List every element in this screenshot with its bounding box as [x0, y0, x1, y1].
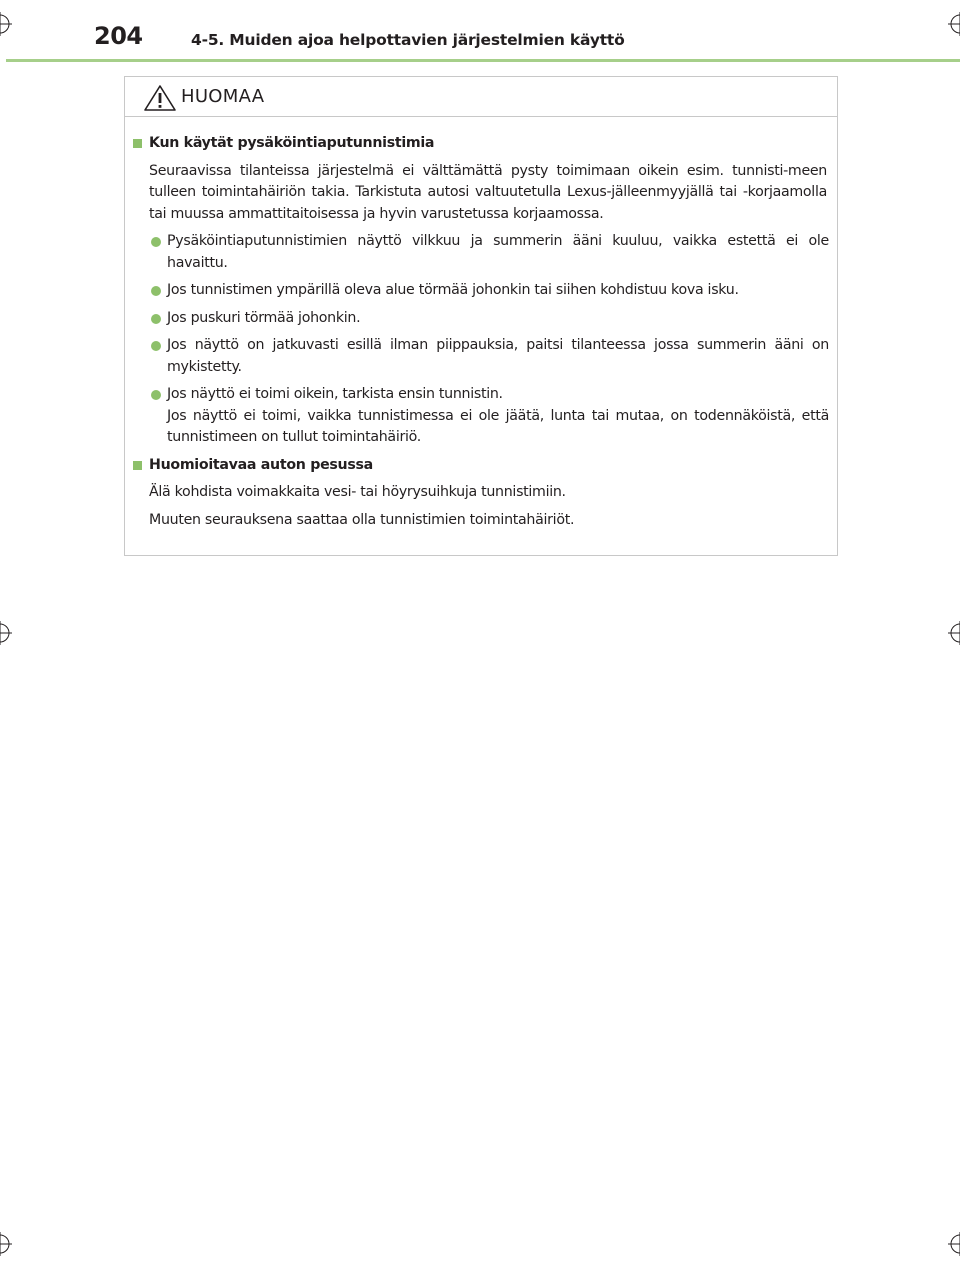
square-bullet-icon [133, 461, 142, 470]
registration-mark-icon [948, 621, 960, 645]
section-title: 4-5. Muiden ajoa helpottavien järjestelmien käyttö [191, 31, 625, 49]
list-item [125, 335, 837, 378]
list-item-text: Jos näyttö ei toimi, vaikka tunnistimessa ei ole jäätä, lunta tai mutaa, on todennäköistä, että tunnistimeen on tullut toimintahäiriö. [167, 407, 829, 445]
square-bullet-icon [133, 139, 142, 148]
list-item-text: Jos näyttö on jatkuvasti esillä ilman piippauksia, paitsi tilanteessa jossa summerin ääni on mykistetty. [167, 337, 829, 375]
registration-mark-icon [948, 12, 960, 36]
section-heading-text: Kun käytät pysäköintiaputunnistimia [149, 135, 435, 151]
caution-header [125, 77, 837, 117]
header-rule [6, 59, 960, 62]
warning-triangle-icon [143, 84, 177, 112]
section-heading [125, 133, 837, 155]
round-bullet-icon [151, 237, 161, 247]
section-heading-text: Huomioitavaa auton pesussa [149, 456, 373, 473]
page-number: 204 [94, 22, 143, 50]
list-item [125, 308, 837, 330]
caution-title: HUOMAA [181, 86, 265, 107]
caution-content [125, 133, 837, 537]
paragraph: Muuten seurauksena saattaa olla tunnistimien toimintahäiriöt. [149, 511, 575, 528]
caution-box [124, 76, 838, 556]
registration-mark-icon [0, 621, 12, 645]
registration-mark-icon [0, 12, 12, 36]
round-bullet-icon [151, 390, 161, 400]
round-bullet-icon [151, 341, 161, 351]
list-item-text: Pysäköintiaputunnistimien näyttö vilkkuu ja summerin ääni kuuluu, vaikka estettä ei ole havaittu. [167, 233, 829, 271]
registration-mark-icon [0, 1232, 12, 1256]
round-bullet-icon [151, 314, 161, 324]
list-item [125, 231, 837, 274]
round-bullet-icon [151, 286, 161, 296]
section-heading [125, 455, 837, 477]
list-item-text: Jos tunnistimen ympärillä oleva alue törmää johonkin tai siihen kohdistuu kova isku. [167, 282, 739, 298]
list-item-text: Jos näyttö ei toimi oikein, tarkista ensin tunnistin. [167, 386, 503, 402]
paragraph: Älä kohdista voimakkaita vesi- tai höyrysuihkuja tunnistimiin. [149, 484, 566, 500]
registration-mark-icon [948, 1232, 960, 1256]
list-item [125, 280, 837, 302]
list-item [125, 384, 837, 449]
list-item-text: Jos puskuri törmää johonkin. [167, 309, 361, 326]
paragraph: Seuraavissa tilanteissa järjestelmä ei välttämättä pysty toimimaan oikein esim. tunnisti-meen tulleen toimintahäiriön takia. Tarkistuta autosi valtuutetulla Lexus-jälleenmyyjällä tai -korjaamolla tai muussa ammattitaitoisessa ja hyvin varustetussa korjaamossa. [149, 162, 827, 222]
